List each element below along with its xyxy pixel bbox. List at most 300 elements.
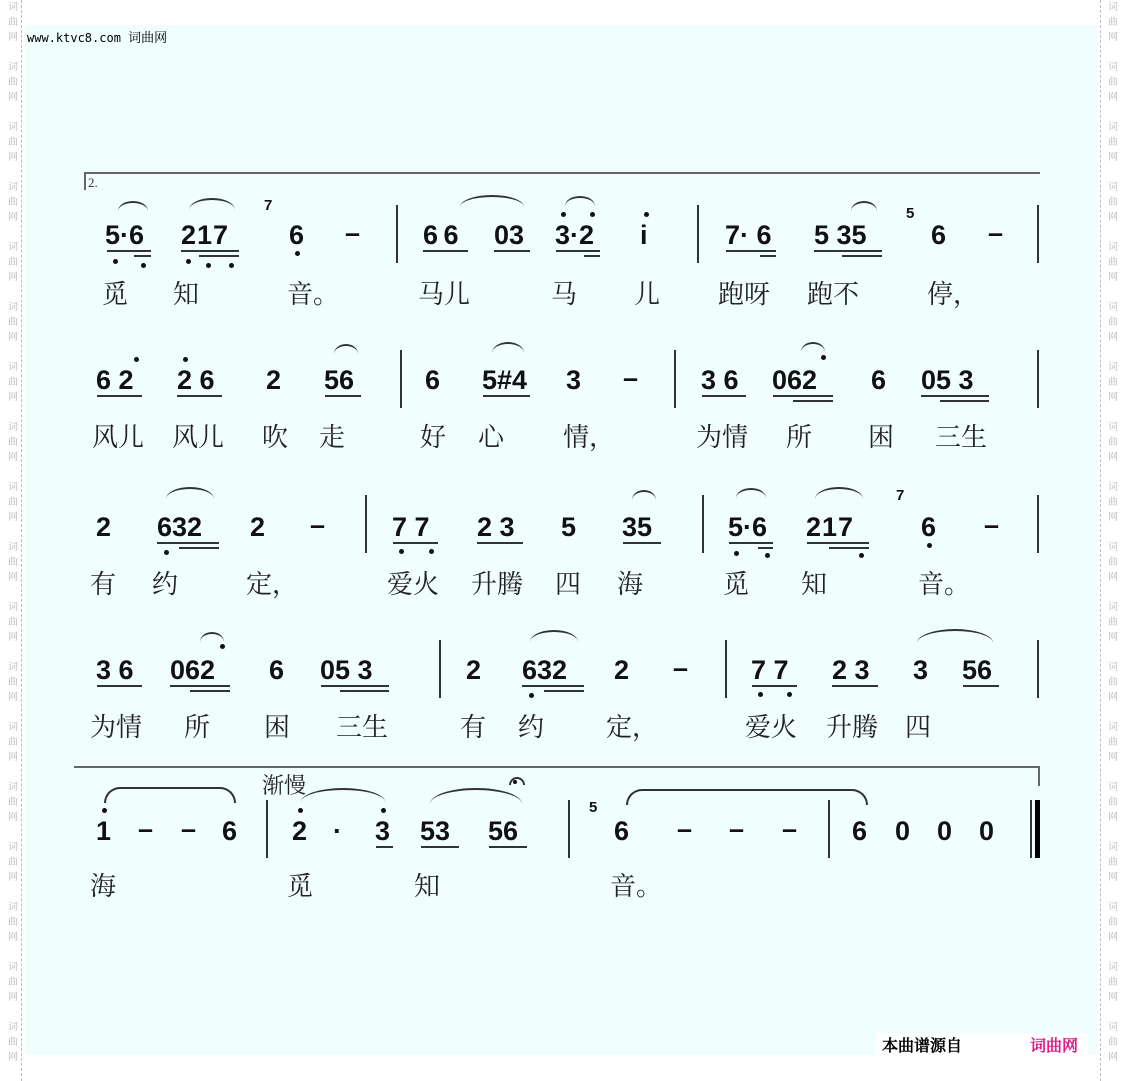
watermark-char: 曲 bbox=[1108, 137, 1118, 148]
watermark-group bbox=[1104, 480, 1122, 525]
note: 6 bbox=[852, 816, 868, 846]
watermark-char: 网 bbox=[1108, 32, 1118, 43]
watermark-char: 曲 bbox=[1108, 497, 1118, 508]
underline bbox=[134, 255, 151, 257]
low-dot bbox=[859, 553, 864, 558]
lyric: 为情 bbox=[696, 423, 749, 453]
lyric: 儿 bbox=[634, 280, 661, 310]
underline bbox=[829, 547, 869, 549]
watermark-group bbox=[1104, 180, 1122, 225]
watermark-group bbox=[4, 660, 22, 705]
lyric: 四 bbox=[555, 570, 582, 600]
grace-note: 5 bbox=[906, 205, 915, 222]
watermark-char: 网 bbox=[1108, 152, 1118, 163]
tempo-marking: 渐慢 bbox=[262, 774, 307, 799]
dash: – bbox=[729, 814, 745, 844]
underline bbox=[793, 400, 833, 402]
watermark-group bbox=[1104, 0, 1122, 45]
watermark-char: 曲 bbox=[1108, 17, 1118, 28]
underline bbox=[760, 255, 776, 257]
watermark-char: 网 bbox=[1108, 512, 1118, 523]
lyric: 升腾 bbox=[471, 570, 524, 600]
watermark-char: 网 bbox=[8, 332, 18, 343]
watermark-char: 词 bbox=[8, 182, 18, 193]
watermark-char: 网 bbox=[8, 632, 18, 643]
watermark-char: 网 bbox=[1108, 752, 1118, 763]
low-dot bbox=[734, 551, 739, 556]
note-group: 5·6 bbox=[728, 512, 768, 542]
watermark-group bbox=[4, 300, 22, 345]
watermark-group bbox=[4, 540, 22, 585]
watermark-group bbox=[1104, 300, 1122, 345]
barline bbox=[725, 640, 727, 698]
lyric: 情， bbox=[563, 423, 616, 453]
note: 2 bbox=[466, 655, 482, 685]
underline bbox=[483, 395, 530, 397]
low-dot bbox=[295, 251, 300, 256]
low-dot bbox=[765, 553, 770, 558]
watermark-char: 网 bbox=[8, 752, 18, 763]
grace-note: 7 bbox=[896, 487, 905, 504]
low-dot bbox=[787, 692, 792, 697]
watermark-char: 曲 bbox=[8, 17, 18, 28]
watermark-char: 网 bbox=[8, 572, 18, 583]
watermark-char: 网 bbox=[8, 992, 18, 1003]
right-divider bbox=[1100, 0, 1101, 1081]
watermark-char: 曲 bbox=[8, 677, 18, 688]
watermark-char: 词 bbox=[8, 482, 18, 493]
high-dot bbox=[220, 644, 225, 649]
underline bbox=[752, 685, 797, 687]
underline bbox=[832, 685, 878, 687]
watermark-group bbox=[4, 60, 22, 105]
lyric: 三生 bbox=[336, 713, 389, 743]
watermark-group bbox=[4, 840, 22, 885]
watermark-char: 曲 bbox=[1108, 197, 1118, 208]
watermark-char: 曲 bbox=[8, 797, 18, 808]
note: 6 bbox=[269, 655, 285, 685]
note-group: 56 bbox=[962, 655, 993, 685]
barline bbox=[1037, 205, 1039, 263]
watermark-char: 网 bbox=[8, 32, 18, 43]
low-dot bbox=[186, 259, 191, 264]
watermark-char: 网 bbox=[8, 392, 18, 403]
dash: – bbox=[984, 510, 1000, 540]
watermark-char: 词 bbox=[8, 722, 18, 733]
underline bbox=[544, 690, 584, 692]
watermark-char: 曲 bbox=[1108, 857, 1118, 868]
watermark-char: 网 bbox=[1108, 212, 1118, 223]
watermark-char: 曲 bbox=[1108, 797, 1118, 808]
lyric: 为情 bbox=[90, 713, 143, 743]
lyric: 音。 bbox=[610, 872, 663, 902]
watermark-char: 网 bbox=[1108, 452, 1118, 463]
underline bbox=[489, 846, 527, 848]
high-dot bbox=[183, 357, 188, 362]
note: 6 bbox=[614, 816, 630, 846]
watermark-char: 词 bbox=[1108, 182, 1118, 193]
watermark-group bbox=[4, 180, 22, 225]
watermark-char: 曲 bbox=[1108, 317, 1118, 328]
underline bbox=[190, 690, 230, 692]
lyric: 马儿 bbox=[418, 280, 471, 310]
underline bbox=[393, 542, 438, 544]
lyric: 心 bbox=[478, 423, 505, 453]
note: 6 bbox=[425, 365, 441, 395]
watermark-char: 词 bbox=[1108, 62, 1118, 73]
underline bbox=[623, 542, 661, 544]
underline bbox=[807, 542, 869, 544]
source-label: 本曲谱源自 bbox=[882, 1036, 963, 1055]
note: 6 bbox=[921, 512, 937, 542]
note: 2 bbox=[96, 512, 112, 542]
watermark-group bbox=[4, 900, 22, 945]
watermark-char: 曲 bbox=[1108, 437, 1118, 448]
lyric: 好 bbox=[420, 423, 447, 453]
watermark-char: 词 bbox=[8, 122, 18, 133]
underline bbox=[940, 400, 989, 402]
low-dot bbox=[529, 693, 534, 698]
watermark-char: 曲 bbox=[1108, 617, 1118, 628]
barline bbox=[439, 640, 441, 698]
ending-bracket-hook bbox=[84, 172, 86, 190]
lyric: 吹 bbox=[262, 423, 289, 453]
watermark-group bbox=[1104, 540, 1122, 585]
barline bbox=[1037, 640, 1039, 698]
augmentation-dot: · bbox=[333, 816, 342, 846]
low-dot bbox=[206, 263, 211, 268]
lyric: 四 bbox=[905, 713, 932, 743]
watermark-char: 网 bbox=[1108, 572, 1118, 583]
note-group: 5·6 bbox=[105, 220, 145, 250]
watermark-char: 曲 bbox=[8, 377, 18, 388]
underline bbox=[423, 250, 468, 252]
note-group: 062 bbox=[170, 655, 216, 685]
lyric: 音。 bbox=[918, 570, 971, 600]
note: 2 bbox=[614, 655, 630, 685]
barline bbox=[365, 495, 367, 553]
watermark-char: 网 bbox=[1108, 692, 1118, 703]
note: 2 bbox=[292, 816, 308, 846]
lyric: 困 bbox=[264, 713, 291, 743]
dash: – bbox=[677, 814, 693, 844]
note-group: 56 bbox=[324, 365, 355, 395]
ending-bracket-line bbox=[84, 172, 1040, 174]
watermark-char: 网 bbox=[1108, 812, 1118, 823]
watermark-group bbox=[4, 600, 22, 645]
watermark-char: 词 bbox=[1108, 2, 1118, 13]
rest: 0 bbox=[937, 816, 953, 846]
note-group: 062 bbox=[772, 365, 818, 395]
watermark-column-left bbox=[4, 0, 22, 1081]
dash: – bbox=[673, 653, 689, 683]
low-dot bbox=[927, 543, 932, 548]
watermark-char: 曲 bbox=[8, 317, 18, 328]
high-dot bbox=[134, 357, 139, 362]
watermark-group bbox=[1104, 420, 1122, 465]
note: i bbox=[640, 220, 648, 250]
watermark-char: 曲 bbox=[8, 917, 18, 928]
watermark-char: 词 bbox=[8, 302, 18, 313]
watermark-char: 词 bbox=[1108, 242, 1118, 253]
watermark-group bbox=[4, 960, 22, 1005]
underline bbox=[702, 395, 746, 397]
note: 6 bbox=[289, 220, 305, 250]
tie bbox=[626, 789, 868, 805]
watermark-char: 网 bbox=[8, 212, 18, 223]
note-group: 2 3 bbox=[832, 655, 870, 685]
watermark-group bbox=[1104, 840, 1122, 885]
high-dot bbox=[102, 808, 107, 813]
underline bbox=[921, 395, 989, 397]
high-dot bbox=[644, 212, 649, 217]
watermark-char: 网 bbox=[1108, 992, 1118, 1003]
low-dot bbox=[229, 263, 234, 268]
watermark-group bbox=[1104, 240, 1122, 285]
watermark-group bbox=[1104, 900, 1122, 945]
watermark-char: 曲 bbox=[8, 137, 18, 148]
watermark-group bbox=[1104, 660, 1122, 705]
watermark-group bbox=[1104, 60, 1122, 105]
watermark-group bbox=[1104, 600, 1122, 645]
grace-note: 5 bbox=[589, 799, 598, 816]
note-group: 03 bbox=[494, 220, 525, 250]
dash: – bbox=[138, 814, 154, 844]
watermark-char: 曲 bbox=[8, 857, 18, 868]
rest: 0 bbox=[895, 816, 911, 846]
barline bbox=[702, 495, 704, 553]
watermark-char: 网 bbox=[8, 272, 18, 283]
watermark-char: 网 bbox=[8, 692, 18, 703]
watermark-char: 曲 bbox=[8, 197, 18, 208]
lyric: 风儿 bbox=[92, 423, 145, 453]
watermark-char: 曲 bbox=[1108, 977, 1118, 988]
lyric: 升腾 bbox=[826, 713, 879, 743]
dash: – bbox=[623, 363, 639, 393]
watermark-char: 曲 bbox=[8, 977, 18, 988]
watermark-char: 曲 bbox=[1108, 557, 1118, 568]
note-group: 3 6 bbox=[96, 655, 134, 685]
bracket-hook bbox=[1038, 766, 1040, 786]
watermark-char: 曲 bbox=[8, 1037, 18, 1048]
high-dot bbox=[821, 355, 826, 360]
source-link[interactable]: 词曲网 bbox=[1030, 1036, 1079, 1055]
note: 3 bbox=[913, 655, 929, 685]
watermark-char: 曲 bbox=[1108, 917, 1118, 928]
watermark-char: 网 bbox=[8, 152, 18, 163]
high-dot bbox=[381, 808, 386, 813]
note-group: 217 bbox=[806, 512, 855, 542]
watermark-group bbox=[4, 360, 22, 405]
watermark-char: 词 bbox=[8, 242, 18, 253]
watermark-char: 曲 bbox=[8, 77, 18, 88]
site-header bbox=[27, 27, 167, 46]
watermark-group bbox=[4, 1020, 22, 1065]
ending-label: 2. bbox=[88, 175, 98, 190]
watermark-char: 词 bbox=[8, 422, 18, 433]
barline bbox=[396, 205, 398, 263]
watermark-char: 网 bbox=[1108, 92, 1118, 103]
watermark-group bbox=[1104, 720, 1122, 765]
watermark-char: 网 bbox=[8, 872, 18, 883]
note-group: 5#4 bbox=[482, 365, 528, 395]
watermark-group bbox=[4, 720, 22, 765]
lyric: 海 bbox=[617, 570, 644, 600]
watermark-char: 词 bbox=[1108, 362, 1118, 373]
watermark-char: 词 bbox=[8, 602, 18, 613]
watermark-char: 曲 bbox=[1108, 737, 1118, 748]
high-dot bbox=[590, 212, 595, 217]
final-barline-thick bbox=[1035, 800, 1040, 858]
note-group: 5 35 bbox=[814, 220, 867, 250]
lyric: 觅 bbox=[287, 872, 314, 902]
underline bbox=[758, 547, 773, 549]
note-group: 7 7 bbox=[751, 655, 789, 685]
watermark-group bbox=[1104, 360, 1122, 405]
lyric: 风儿 bbox=[172, 423, 225, 453]
site-url: www.ktvc8.com bbox=[27, 31, 121, 45]
rest: 0 bbox=[979, 816, 995, 846]
watermark-char: 曲 bbox=[1108, 1037, 1118, 1048]
note-group: 2 3 bbox=[477, 512, 515, 542]
high-dot bbox=[561, 212, 566, 217]
watermark-char: 词 bbox=[1108, 1022, 1118, 1033]
tie bbox=[104, 787, 236, 803]
watermark-char: 网 bbox=[1108, 632, 1118, 643]
lyric: 停， bbox=[927, 280, 980, 310]
lyric: 约 bbox=[518, 713, 545, 743]
watermark-char: 词 bbox=[1108, 122, 1118, 133]
lyric: 所 bbox=[786, 423, 813, 453]
watermark-char: 词 bbox=[8, 782, 18, 793]
underline bbox=[321, 685, 389, 687]
low-dot bbox=[164, 550, 169, 555]
underline bbox=[963, 685, 999, 687]
barline bbox=[266, 800, 268, 858]
fermata-dot bbox=[513, 780, 517, 784]
barline bbox=[1037, 350, 1039, 408]
watermark-char: 曲 bbox=[8, 437, 18, 448]
barline bbox=[400, 350, 402, 408]
lyric: 约 bbox=[152, 570, 179, 600]
underline bbox=[842, 255, 882, 257]
note-group: 6 2 bbox=[96, 365, 134, 395]
underline bbox=[97, 685, 142, 687]
underline bbox=[325, 395, 361, 397]
watermark-char: 网 bbox=[8, 932, 18, 943]
note-group: 3·2 bbox=[555, 220, 595, 250]
underline bbox=[97, 395, 142, 397]
dash: – bbox=[181, 814, 197, 844]
watermark-group bbox=[1104, 1020, 1122, 1065]
lyric: 定， bbox=[246, 570, 299, 600]
barline bbox=[1037, 495, 1039, 553]
note: 2 bbox=[250, 512, 266, 542]
watermark-group bbox=[4, 480, 22, 525]
lyric: 知 bbox=[414, 872, 441, 902]
note-group: 35 bbox=[622, 512, 653, 542]
underline bbox=[170, 685, 230, 687]
note-group: 217 bbox=[181, 220, 230, 250]
watermark-char: 词 bbox=[1108, 842, 1118, 853]
site-name: 词曲网 bbox=[128, 31, 168, 46]
low-dot bbox=[758, 692, 763, 697]
watermark-char: 词 bbox=[1108, 542, 1118, 553]
lyric: 困 bbox=[868, 423, 895, 453]
note-group: 05 3 bbox=[320, 655, 373, 685]
grace-note: 7 bbox=[264, 197, 273, 214]
dash: – bbox=[988, 218, 1004, 248]
note: 3 bbox=[566, 365, 582, 395]
watermark-char: 曲 bbox=[8, 257, 18, 268]
watermark-char: 词 bbox=[8, 62, 18, 73]
watermark-char: 词 bbox=[8, 662, 18, 673]
watermark-char: 词 bbox=[8, 362, 18, 373]
watermark-char: 曲 bbox=[8, 737, 18, 748]
watermark-char: 词 bbox=[8, 542, 18, 553]
watermark-char: 词 bbox=[8, 1022, 18, 1033]
watermark-char: 网 bbox=[8, 512, 18, 523]
note-group: 7 7 bbox=[392, 512, 430, 542]
watermark-char: 词 bbox=[8, 2, 18, 13]
low-dot bbox=[429, 549, 434, 554]
watermark-char: 词 bbox=[1108, 482, 1118, 493]
watermark-char: 词 bbox=[1108, 662, 1118, 673]
barline bbox=[568, 800, 570, 858]
watermark-char: 网 bbox=[8, 812, 18, 823]
watermark-char: 网 bbox=[8, 452, 18, 463]
note-group: 632 bbox=[157, 512, 203, 542]
watermark-group bbox=[4, 420, 22, 465]
watermark-char: 曲 bbox=[1108, 677, 1118, 688]
source-credit bbox=[876, 1033, 1088, 1055]
underline bbox=[477, 542, 523, 544]
watermark-group bbox=[4, 120, 22, 165]
lyric: 知 bbox=[801, 570, 828, 600]
note: 6 bbox=[222, 816, 238, 846]
note-group: 6 6 bbox=[423, 220, 459, 250]
watermark-char: 网 bbox=[8, 92, 18, 103]
watermark-char: 曲 bbox=[1108, 377, 1118, 388]
underline bbox=[584, 255, 600, 257]
note-group: 3 6 bbox=[701, 365, 739, 395]
note-group: 53 bbox=[420, 816, 451, 846]
watermark-char: 网 bbox=[1108, 332, 1118, 343]
dash: – bbox=[310, 510, 326, 540]
watermark-char: 词 bbox=[1108, 302, 1118, 313]
lyric: 爱火 bbox=[745, 713, 798, 743]
barline bbox=[828, 800, 830, 858]
lyric: 三生 bbox=[935, 423, 988, 453]
lyric: 爱火 bbox=[387, 570, 440, 600]
note: 6 bbox=[871, 365, 887, 395]
lyric: 跑不 bbox=[807, 280, 860, 310]
lyric: 有 bbox=[460, 713, 487, 743]
underline bbox=[494, 250, 530, 252]
low-dot bbox=[399, 549, 404, 554]
underline bbox=[773, 395, 833, 397]
note: 3 bbox=[375, 816, 391, 846]
note-group: 56 bbox=[488, 816, 519, 846]
watermark-group bbox=[1104, 960, 1122, 1005]
underline bbox=[199, 255, 239, 257]
underline bbox=[340, 690, 389, 692]
note: 2 bbox=[266, 365, 282, 395]
watermark-char: 词 bbox=[1108, 782, 1118, 793]
watermark-char: 词 bbox=[1108, 962, 1118, 973]
lyric: 跑呀 bbox=[718, 280, 771, 310]
underline bbox=[181, 250, 239, 252]
